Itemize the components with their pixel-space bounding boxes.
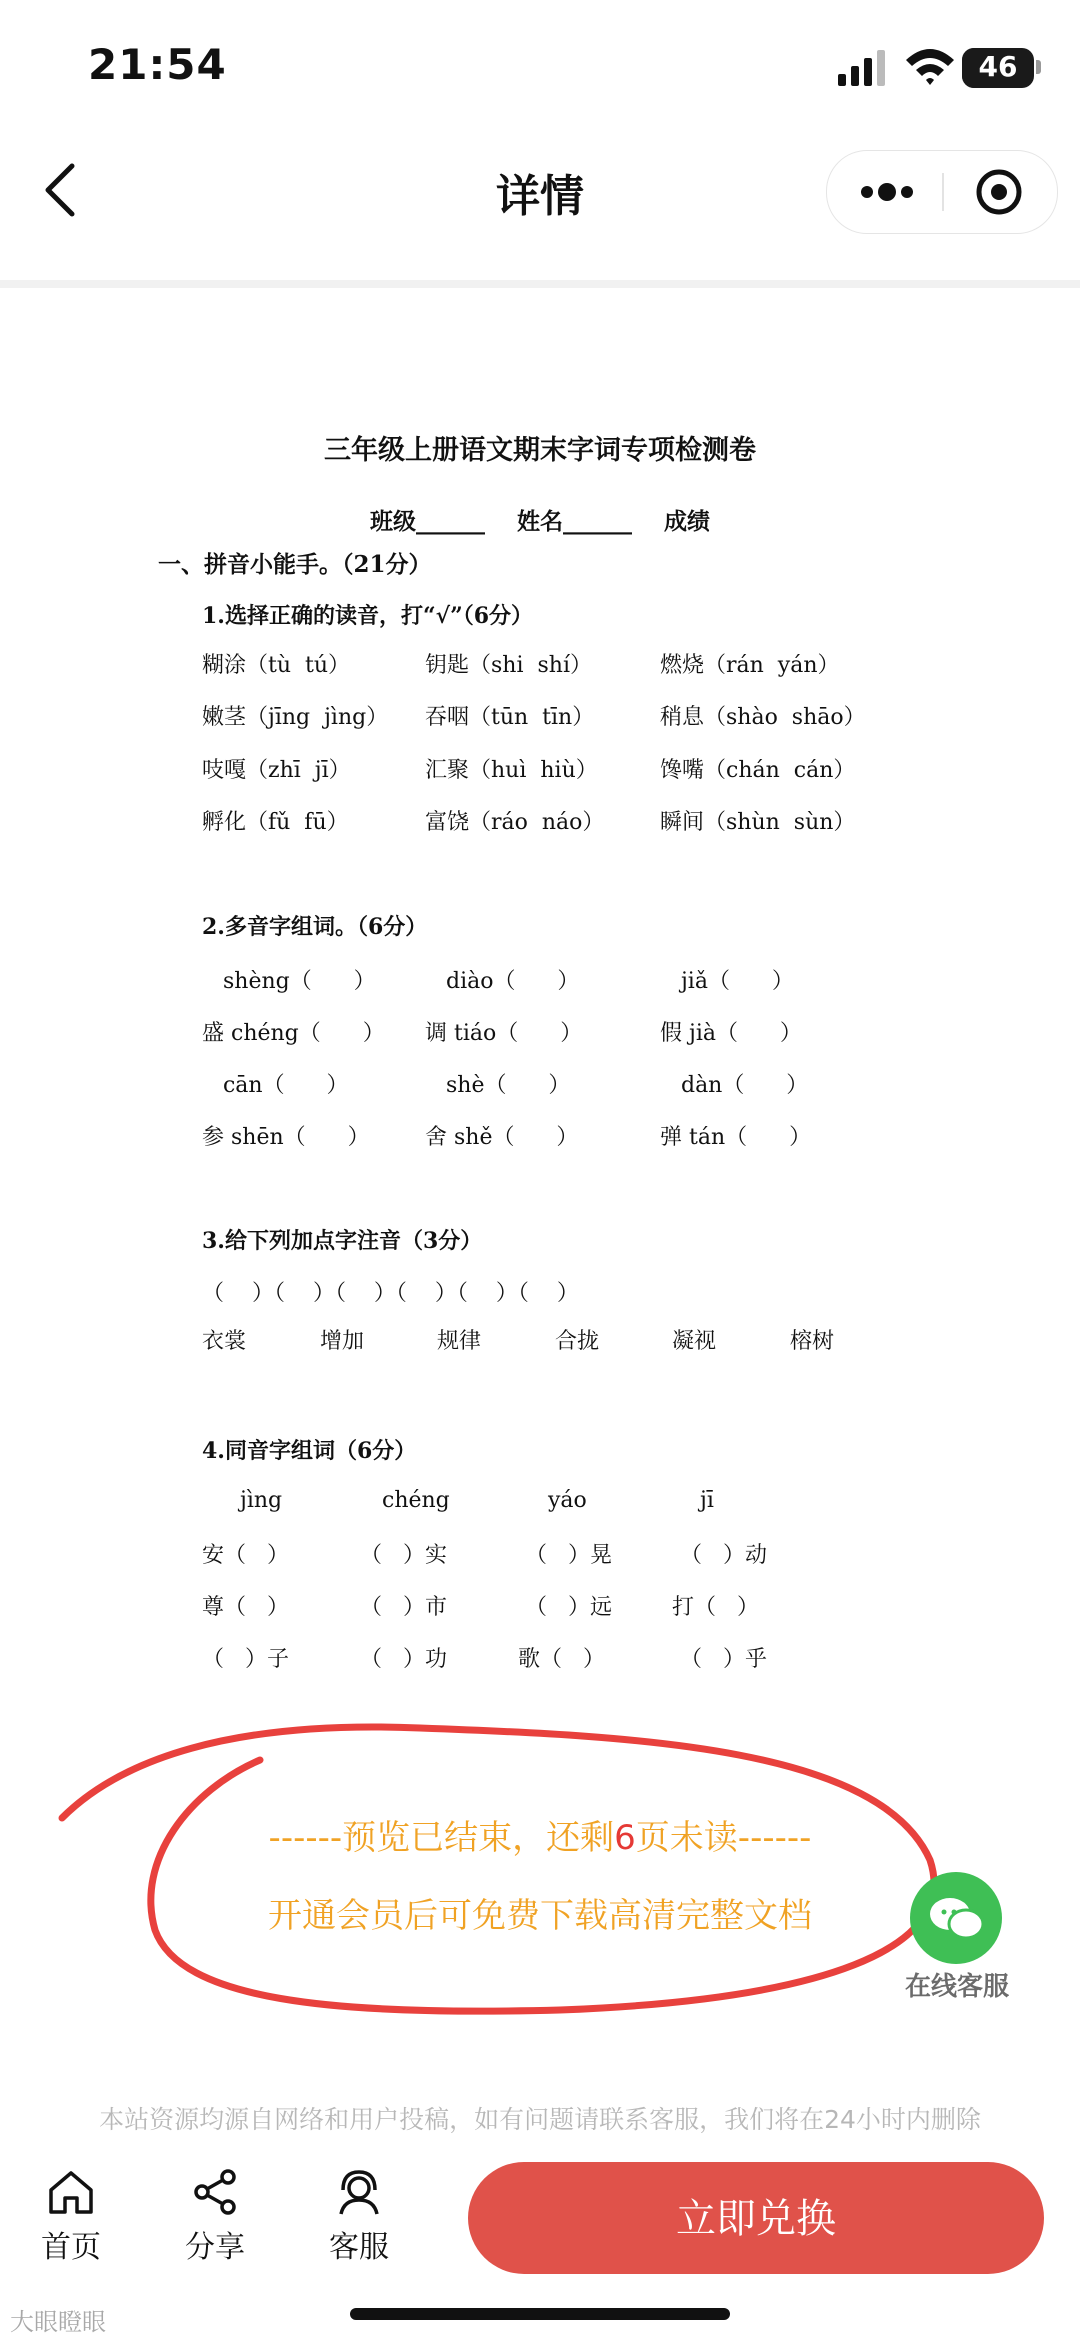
document-fields: 班级______ 姓名______ 成绩 <box>369 508 711 535</box>
tab-customer-service-label: 客服 <box>329 2230 389 2265</box>
q3-blanks: （ ）（ ）（ ）（ ）（ ）（ ） <box>202 1281 579 1306</box>
q4-pinyin: jìng <box>240 1488 283 1513</box>
battery-level-text: 46 <box>978 50 1018 83</box>
q3-word: 凝视 <box>672 1329 717 1354</box>
question-title: 4.同音字组词（6分） <box>202 1438 417 1464</box>
q2-item: shèng（ ） <box>202 969 376 994</box>
q4-item: （ ）实 <box>360 1543 447 1568</box>
q3-word: 榕树 <box>790 1329 835 1354</box>
remaining-pages-count: 6 <box>614 1818 636 1858</box>
q4-item: （ ）动 <box>680 1543 767 1568</box>
tab-share[interactable] <box>160 2168 270 2266</box>
q2-item: jiǎ（ ） <box>660 969 794 994</box>
battery-tip <box>1036 60 1041 74</box>
question-title: 2.多音字组词。（6分） <box>202 914 428 940</box>
q3-word: 规律 <box>437 1329 482 1354</box>
q3-word: 衣裳 <box>202 1329 247 1354</box>
q4-item: （ ）远 <box>525 1595 612 1620</box>
redeem-now-button[interactable]: 立即兑换 <box>468 2162 1044 2274</box>
q4-item: （ ）乎 <box>680 1647 767 1672</box>
q2-item: 假 jià（ ） <box>660 1021 802 1046</box>
q2-item: cān（ ） <box>202 1073 349 1098</box>
q4-item: （ ）市 <box>360 1595 447 1620</box>
q1-item: 燃烧（rán yán） <box>660 653 840 678</box>
page-title: 详情 <box>496 171 584 222</box>
headset-icon <box>334 2168 384 2216</box>
q4-item: （ ）子 <box>202 1647 289 1672</box>
watermark: 大眼瞪眼 <box>10 2308 106 2336</box>
home-indicator[interactable] <box>350 2308 730 2320</box>
q1-item: 馋嘴（chán cán） <box>660 758 856 783</box>
miniprogram-capsule <box>826 150 1058 234</box>
online-service-button[interactable] <box>910 1872 1002 1964</box>
q2-item: 调 tiáo（ ） <box>425 1021 583 1046</box>
q4-pinyin: jī <box>700 1488 714 1513</box>
q4-pinyin: chéng <box>382 1488 450 1513</box>
q4-item: 尊（ ） <box>202 1595 289 1620</box>
q2-item: shè（ ） <box>425 1073 571 1098</box>
preview-ended-notice <box>0 1810 1080 1859</box>
capsule-divider <box>942 173 944 211</box>
q2-item: 参 shēn（ ） <box>202 1125 370 1150</box>
q2-item: 舍 shě（ ） <box>425 1125 579 1150</box>
online-service-label[interactable]: 在线客服 <box>904 1972 1009 2002</box>
q3-word: 合拢 <box>555 1329 600 1354</box>
q1-item: 糊涂（tù tú） <box>202 653 351 678</box>
document-title: 三年级上册语文期末字词专项检测卷 <box>324 435 756 466</box>
tab-home[interactable] <box>16 2168 126 2266</box>
close-miniprogram-button[interactable] <box>975 168 1023 216</box>
membership-hint[interactable]: 开通会员后可免费下载高清完整文档 <box>268 1896 812 1936</box>
disclaimer-text: 本站资源均源自网络和用户投稿，如有问题请联系客服，我们将在24小时内删除 <box>99 2105 981 2134</box>
chat-bubble-icon <box>910 1872 1002 1964</box>
q1-item: 嫩茎（jīng jìng） <box>202 705 389 730</box>
q4-item: 歌（ ） <box>518 1647 605 1672</box>
q1-item: 稍息（shào shāo） <box>660 705 866 730</box>
more-options-button[interactable] <box>857 175 917 209</box>
preview-ended-suffix: 页未读------ <box>635 1818 812 1858</box>
question-title: 1.选择正确的读音，打“√”（6分） <box>202 603 534 629</box>
q4-item: （ ）晃 <box>525 1543 612 1568</box>
q4-item: （ ）功 <box>360 1647 447 1672</box>
preview-ended-prefix: ------预览已结束，还剩 <box>268 1818 615 1858</box>
q1-item: 吱嘎（zhī jī） <box>202 758 351 783</box>
q1-item: 吞咽（tūn tīn） <box>425 705 595 730</box>
q1-item: 富饶（ráo náo） <box>425 810 605 835</box>
share-icon <box>190 2168 240 2216</box>
q1-item: 汇聚（huì hiù） <box>425 758 598 783</box>
q4-item: 安（ ） <box>202 1543 289 1568</box>
battery-indicator <box>962 48 1034 88</box>
q1-item: 孵化（fǔ fū） <box>202 810 349 835</box>
q4-pinyin: yáo <box>548 1488 587 1513</box>
q3-word: 增加 <box>320 1329 365 1354</box>
q2-item: diào（ ） <box>425 969 580 994</box>
tab-home-label: 首页 <box>41 2230 101 2265</box>
tab-share-label: 分享 <box>185 2230 245 2265</box>
question-title: 3.给下列加点字注音（3分） <box>202 1228 483 1254</box>
q2-item: 盛 chéng（ ） <box>202 1021 385 1046</box>
tab-customer-service[interactable] <box>304 2168 414 2266</box>
q2-item: dàn（ ） <box>660 1073 809 1098</box>
q4-item: 打（ ） <box>672 1595 759 1620</box>
q1-item: 瞬间（shùn sùn） <box>660 810 856 835</box>
header-divider <box>0 280 1080 288</box>
cellular-signal-icon <box>838 50 886 86</box>
wifi-icon <box>904 46 956 86</box>
status-time: 21:54 <box>88 40 227 89</box>
home-icon <box>46 2168 96 2216</box>
q1-item: 钥匙（shi shí） <box>425 653 592 678</box>
section-heading: 一、拼音小能手。（21分） <box>158 551 432 578</box>
q2-item: 弹 tán（ ） <box>660 1125 812 1150</box>
